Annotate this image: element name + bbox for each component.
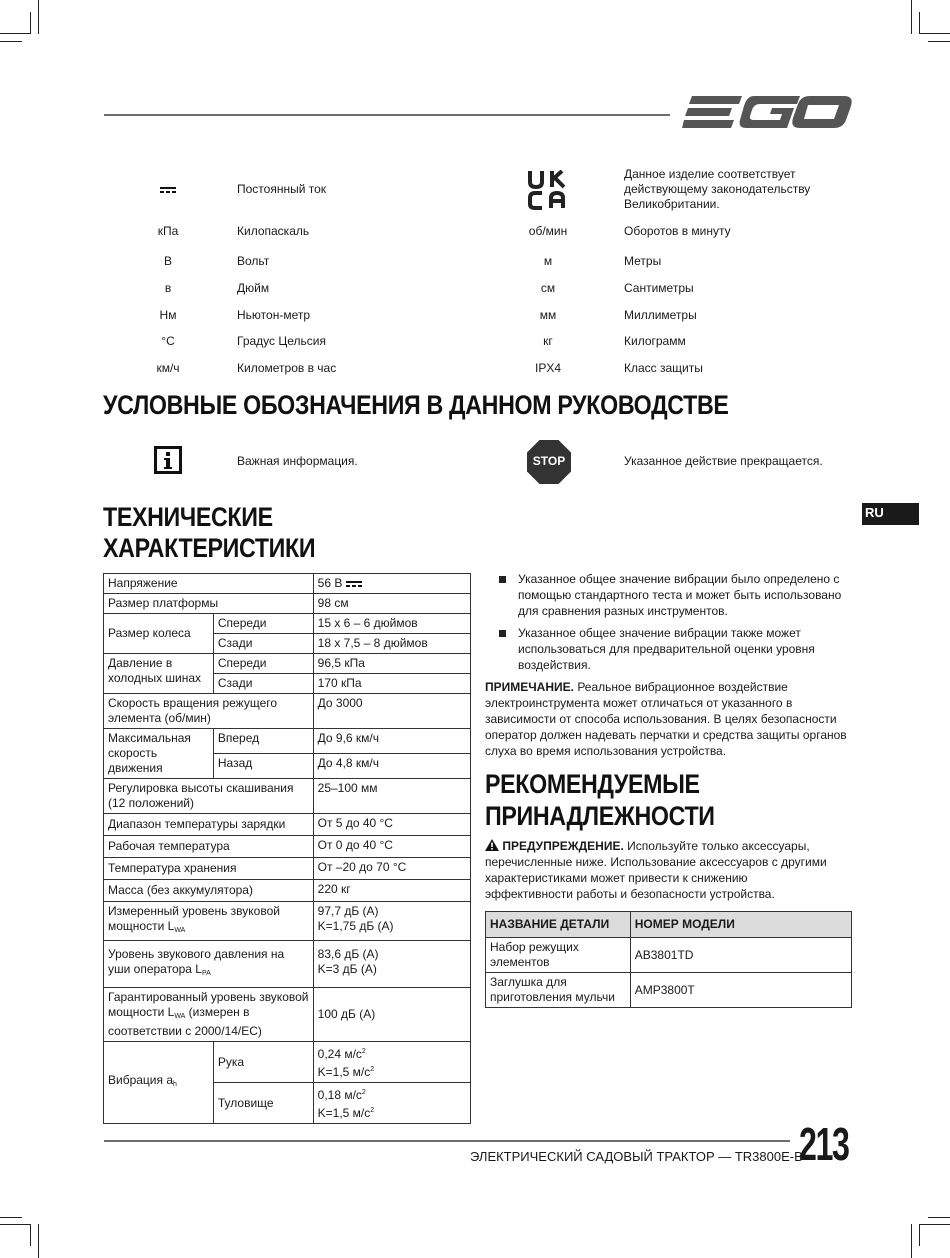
table-cell: 100 дБ (A) [313, 988, 470, 1042]
stop-desc: Указанное действие прекращается. [624, 454, 823, 468]
superscript: 2 [370, 1107, 375, 1114]
symbol: см [540, 281, 556, 295]
vibration-note: Указанное общее значение вибрации было определено с помощью стандартного теста и может быть использовано для сравнения разных инструментов. [518, 572, 842, 618]
table-row [104, 941, 471, 988]
symbol-desc: Оборотов в минуту [624, 224, 731, 238]
table-cell: Рабочая температура [104, 836, 314, 858]
dc-current-icon [108, 182, 228, 198]
table-cell: От 0 до 40 °C [313, 836, 470, 858]
table-cell: От 5 до 40 °C [313, 814, 470, 836]
table-cell: Назад [213, 754, 313, 779]
table-cell: Масса (без аккумулятора) [104, 880, 314, 902]
ego-logo [682, 92, 852, 136]
table-row [486, 938, 852, 973]
specs-heading-line2: ХАРАКТЕРИСТИКИ [103, 533, 316, 563]
symbol: в [164, 281, 172, 295]
table-cell: Размер платформы [104, 594, 314, 614]
symbol-desc: Постоянный ток [237, 182, 327, 196]
symbol: мм [539, 308, 557, 322]
table-cell [313, 1042, 470, 1083]
table-row [104, 988, 471, 1042]
superscript: 2 [361, 1089, 366, 1096]
lwa-uncertainty: K=1,75 дБ (A) [317, 919, 394, 933]
table-row [486, 973, 852, 1008]
table-cell: Рука [213, 1042, 313, 1083]
table-cell: До 4,8 км/ч [313, 754, 470, 779]
table-cell: Размер колеса [104, 614, 214, 654]
table-cell [313, 941, 470, 988]
table-row [104, 880, 471, 902]
column-header: НОМЕР МОДЕЛИ [630, 912, 851, 938]
vib-body-value: 0,18 м/с [317, 1088, 362, 1102]
lpa-label: Уровень звукового давления на уши оператора L [108, 947, 285, 976]
table-cell: 98 см [313, 594, 470, 614]
table-cell [104, 941, 314, 988]
table-cell [104, 988, 314, 1042]
crop-mark [919, 1224, 920, 1246]
symbol-desc: Вольт [237, 254, 270, 268]
crop-mark [30, 1224, 31, 1246]
crop-mark [920, 1224, 950, 1225]
bullet-icon [499, 630, 506, 637]
symbol-desc: Килопаскаль [237, 224, 310, 238]
lpa-value: 83,6 дБ (A) [317, 947, 379, 961]
crop-mark [920, 33, 950, 34]
table-cell: 220 кг [313, 880, 470, 902]
superscript: 2 [361, 1048, 366, 1055]
crop-mark [928, 1217, 950, 1218]
crop-mark [911, 0, 912, 34]
dc-current-icon [346, 580, 362, 588]
table-row [104, 814, 471, 836]
guaranteed-label: Гарантированный уровень звуковой мощности L [108, 990, 309, 1019]
table-cell: Сзади [213, 674, 313, 694]
crop-mark [928, 41, 950, 42]
symbol-desc: Данное изделие соответствует действующему законодательству Великобритании. [624, 167, 811, 211]
specs-table [103, 573, 471, 1124]
stop-sign-icon [526, 439, 572, 485]
accessories-heading-line2: ПРИНАДЛЕЖНОСТИ [485, 801, 715, 831]
symbol: об/мин [528, 224, 568, 238]
note-label: ПРИМЕЧАНИЕ. [485, 680, 574, 694]
table-cell: 15 x 6 – 6 дюймов [313, 614, 470, 634]
table-cell: Туловище [213, 1083, 313, 1124]
column-header: НАЗВАНИЕ ДЕТАЛИ [486, 912, 631, 938]
symbol: Нм [159, 308, 177, 322]
footer-title: ЭЛЕКТРИЧЕСКИЙ САДОВЫЙ ТРАКТОР — TR3800E-B [470, 1149, 803, 1164]
lwa-value: 97,7 дБ (A) [317, 904, 379, 918]
vib-body-uncertainty: K=1,5 м/с [317, 1106, 371, 1120]
table-row [104, 779, 471, 814]
table-cell: 18 x 7,5 – 8 дюймов [313, 634, 470, 654]
symbol-desc: Дюйм [237, 281, 270, 295]
language-tab [862, 503, 919, 525]
footer-rule [104, 1140, 790, 1142]
crop-mark [38, 1224, 39, 1258]
vibration-subscript: h [173, 1081, 177, 1088]
crop-mark [0, 41, 22, 42]
table-cell: 170 кПа [313, 674, 470, 694]
lpa-subscript: PA [201, 970, 211, 977]
table-cell: Набор режущих элементов [486, 938, 631, 973]
table-cell: AMP3800T [630, 973, 851, 1008]
table-cell: Напряжение [104, 574, 314, 594]
lpa-uncertainty: K=3 дБ (A) [317, 962, 377, 976]
guaranteed-label-cont: (измерен в соответствии с 2000/14/EC) [108, 1005, 262, 1038]
table-cell: Спереди [213, 654, 313, 674]
warning-icon [485, 839, 499, 851]
symbol-desc: Ньютон-метр [237, 308, 311, 322]
crop-mark [0, 1217, 22, 1218]
stop-sign-label: STOP [532, 454, 566, 468]
table-cell [104, 1042, 214, 1124]
lwa-label: Измеренный уровень звуковой мощности L [108, 904, 280, 933]
table-cell: До 3000 [313, 694, 470, 729]
vib-hand-value: 0,24 м/с [317, 1047, 362, 1061]
symbol-desc: Миллиметры [624, 308, 697, 322]
symbol-desc: Градус Цельсия [237, 334, 326, 348]
symbol: IPX4 [534, 361, 561, 375]
table-row [104, 574, 471, 594]
voltage-value: 56 В [317, 576, 343, 590]
accessories-heading-line1: РЕКОМЕНДУЕМЫЕ [485, 769, 700, 799]
table-cell: Сзади [213, 634, 313, 654]
symbol-desc: Килограмм [624, 334, 686, 348]
symbol: В [163, 254, 172, 268]
crop-mark [0, 33, 30, 34]
crop-mark [911, 1224, 912, 1258]
table-cell: Спереди [213, 614, 313, 634]
table-cell: 96,5 кПа [313, 654, 470, 674]
vibration-label: Вибрация a [108, 1073, 174, 1087]
table-header-row [486, 912, 852, 938]
crop-mark [38, 0, 39, 34]
table-row [104, 858, 471, 880]
specs-heading-line1: ТЕХНИЧЕСКИЕ [103, 502, 273, 532]
crop-mark [919, 12, 920, 34]
warning-text: Используйте только аксессуары, перечисленные ниже. Использование аксессуаров с другими характеристиками может привести к снижению эффективности работы и безопасности устройства. [485, 839, 827, 901]
header-rule [104, 114, 670, 116]
warning-paragraph [485, 838, 830, 902]
note-paragraph [485, 679, 855, 759]
table-row [104, 1042, 471, 1083]
crop-mark [30, 12, 31, 34]
table-cell: От –20 до 70 °C [313, 858, 470, 880]
table-cell: Максимальная скорость движения [104, 729, 214, 779]
symbol: кг [543, 334, 553, 348]
vib-hand-uncertainty: K=1,5 м/с [317, 1065, 371, 1079]
symbol: км/ч [156, 361, 180, 375]
table-row [104, 729, 471, 754]
table-row [104, 836, 471, 858]
symbol-desc: Метры [624, 254, 662, 268]
table-cell: Диапазон температуры зарядки [104, 814, 314, 836]
table-cell: Давление в холодных шинах [104, 654, 214, 694]
table-cell: Вперед [213, 729, 313, 754]
table-row [104, 654, 471, 674]
table-cell: Регулировка высоты скашивания (12 положений) [104, 779, 314, 814]
crop-mark [0, 1224, 30, 1225]
table-cell: AB3801TD [630, 938, 851, 973]
conventions-heading: УСЛОВНЫЕ ОБОЗНАЧЕНИЯ В ДАННОМ РУКОВОДСТВЕ [103, 390, 729, 420]
guaranteed-subscript: WA [174, 1013, 186, 1020]
accessories-table [485, 911, 852, 1008]
symbol-desc: Километров в час [237, 361, 337, 375]
table-cell: До 9,6 км/ч [313, 729, 470, 754]
ukca-mark-icon [527, 170, 571, 210]
superscript: 2 [370, 1066, 375, 1073]
symbol: м [543, 254, 553, 268]
language-tab-label: RU [865, 505, 884, 520]
info-desc: Важная информация. [237, 454, 358, 468]
table-cell: 25–100 мм [313, 779, 470, 814]
lwa-subscript: WA [174, 927, 186, 934]
table-row [104, 694, 471, 729]
vibration-note: Указанное общее значение вибрации также может использоваться для предварительной оценки уровня воздействия. [518, 626, 815, 672]
table-cell [313, 1083, 470, 1124]
bullet-icon [499, 576, 506, 583]
table-cell: Скорость вращения режущего элемента (об/мин) [104, 694, 314, 729]
symbol-desc: Сантиметры [624, 281, 694, 295]
table-row [104, 614, 471, 634]
note-text: Реальное вибрационное воздействие электроинструмента может отличаться от указанного в зависимости от способа использования. В целях безопасности оператор должен надевать перчатки и средства защиты органов слуха во время использования устройства. [485, 680, 847, 758]
symbol: °C [161, 334, 175, 348]
table-cell: Температура хранения [104, 858, 314, 880]
info-icon [154, 446, 182, 474]
table-cell: Заглушка для приготовления мульчи [486, 973, 631, 1008]
table-cell [104, 902, 314, 941]
table-row [104, 594, 471, 614]
warning-label: ПРЕДУПРЕЖДЕНИЕ. [502, 839, 624, 853]
symbol: кПа [157, 224, 179, 238]
page-number: 213 [799, 1118, 849, 1170]
table-cell [313, 574, 470, 594]
table-row [104, 902, 471, 941]
symbol-desc: Класс защиты [624, 361, 703, 375]
table-cell [313, 902, 470, 941]
